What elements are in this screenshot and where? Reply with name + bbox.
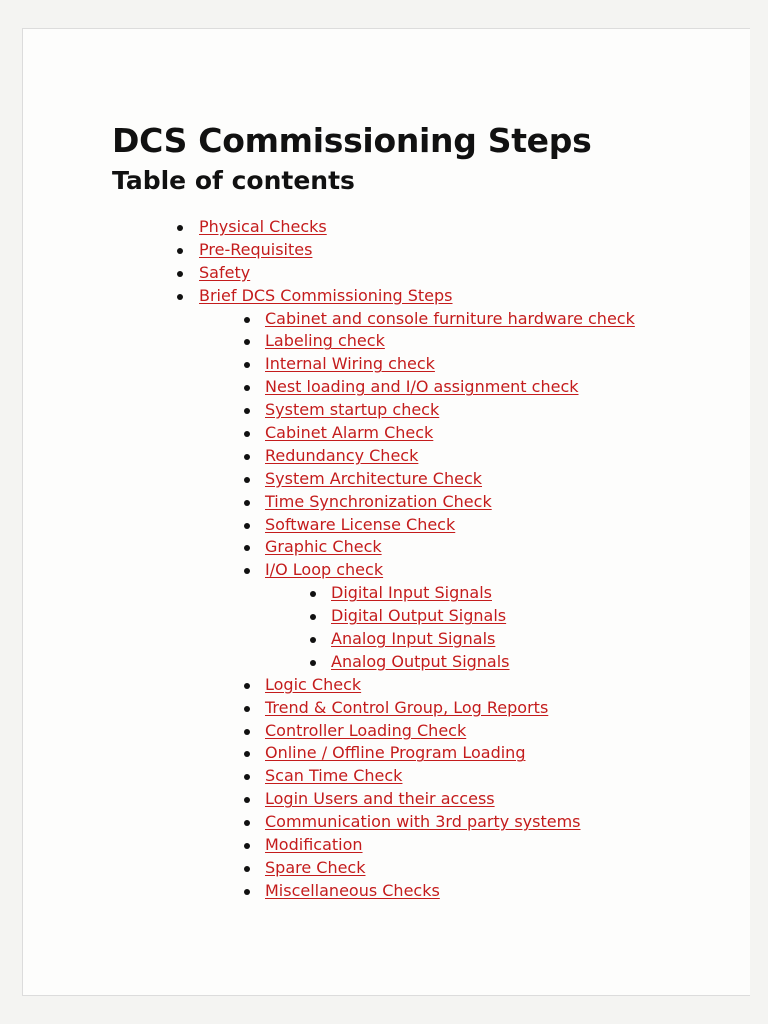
toc-link[interactable]: System Architecture Check: [265, 468, 483, 488]
toc-link[interactable]: Safety: [199, 262, 251, 282]
toc-link[interactable]: Trend & Control Group, Log Reports: [265, 697, 549, 717]
toc-item-cabinet-and-console-furniture-hardware-check: [23, 308, 751, 331]
toc-link[interactable]: Miscellaneous Checks: [265, 880, 440, 900]
bullet-icon: [244, 545, 250, 551]
document-page: [22, 28, 750, 996]
toc-link[interactable]: Digital Output Signals: [331, 606, 507, 626]
toc-link[interactable]: Labeling check: [265, 331, 385, 351]
toc-link[interactable]: Graphic Check: [265, 537, 382, 557]
toc-item-logic-check: [23, 674, 751, 697]
toc-link[interactable]: Scan Time Check: [265, 766, 403, 786]
bullet-icon: [244, 500, 250, 506]
bullet-icon: [244, 408, 250, 414]
toc-link[interactable]: Communication with 3rd party systems: [265, 812, 581, 832]
toc-link[interactable]: Physical Checks: [199, 217, 327, 236]
toc-item-modification: [23, 834, 751, 857]
toc-item-redundancy-check: [23, 445, 751, 468]
toc-link[interactable]: Cabinet and console furniture hardware check: [265, 308, 635, 328]
bullet-icon: [244, 362, 250, 368]
bullet-icon: [177, 294, 183, 300]
bullet-icon: [310, 614, 316, 620]
bullet-icon: [310, 591, 316, 597]
bullet-icon: [244, 774, 250, 780]
toc-link[interactable]: Internal Wiring check: [265, 354, 435, 374]
toc-item-login-users-and-their-access: [23, 788, 751, 811]
toc-item-analog-output-signals: [23, 651, 751, 674]
toc-item-miscellaneous-checks: [23, 880, 751, 903]
bullet-icon: [244, 729, 250, 735]
bullet-icon: [310, 637, 316, 643]
bullet-icon: [244, 797, 250, 803]
bullet-icon: [244, 889, 250, 895]
bullet-icon: [244, 317, 250, 323]
bullet-icon: [244, 454, 250, 460]
bullet-icon: [177, 225, 183, 231]
toc-item-labeling-check: [23, 330, 751, 353]
toc-link[interactable]: I/O Loop check: [265, 560, 384, 580]
bullet-icon: [244, 431, 250, 437]
bullet-icon: [244, 523, 250, 529]
bullet-icon: [244, 751, 250, 757]
toc-link[interactable]: Modification: [265, 835, 363, 855]
toc-link[interactable]: Spare Check: [265, 857, 366, 877]
bullet-icon: [244, 568, 250, 574]
bullet-icon: [244, 339, 250, 345]
bullet-icon: [244, 843, 250, 849]
toc-item-i-o-loop-check: [23, 559, 751, 582]
toc-item-trend-control-group-log-reports: [23, 697, 751, 720]
toc-item-digital-output-signals: [23, 605, 751, 628]
toc-item-physical-checks: [23, 216, 751, 239]
bullet-icon: [177, 248, 183, 254]
toc-item-brief-dcs-commissioning-steps: [23, 285, 751, 308]
toc-item-safety: [23, 262, 751, 285]
bullet-icon: [244, 385, 250, 391]
toc-link[interactable]: Online / Offline Program Loading: [265, 743, 526, 763]
toc-item-online-offline-program-loading: [23, 742, 751, 765]
toc-link[interactable]: System startup check: [265, 400, 440, 420]
toc-item-cabinet-alarm-check: [23, 422, 751, 445]
toc-link[interactable]: Time Synchronization Check: [265, 491, 492, 511]
toc-item-communication-with-3rd-party-systems: [23, 811, 751, 834]
toc-link[interactable]: Analog Input Signals: [331, 629, 496, 649]
bullet-icon: [310, 660, 316, 666]
toc-item-spare-check: [23, 857, 751, 880]
bullet-icon: [244, 683, 250, 689]
toc-item-system-startup-check: [23, 399, 751, 422]
toc-heading: Table of contents: [112, 166, 355, 195]
toc-item-nest-loading-and-i-o-assignment-check: [23, 376, 751, 399]
bullet-icon: [244, 706, 250, 712]
toc-link[interactable]: Cabinet Alarm Check: [265, 423, 434, 443]
toc-link[interactable]: Digital Input Signals: [331, 583, 492, 603]
bullet-icon: [244, 820, 250, 826]
toc-link[interactable]: Controller Loading Check: [265, 720, 467, 740]
bullet-icon: [177, 271, 183, 277]
page-title: DCS Commissioning Steps: [112, 121, 592, 160]
toc-link[interactable]: Login Users and their access: [265, 789, 495, 809]
toc-link[interactable]: Analog Output Signals: [331, 651, 510, 671]
toc-item-system-architecture-check: [23, 468, 751, 491]
bullet-icon: [244, 866, 250, 872]
toc-item-digital-input-signals: [23, 582, 751, 605]
toc-link[interactable]: Nest loading and I/O assignment check: [265, 377, 579, 397]
toc-item-pre-requisites: [23, 239, 751, 262]
bullet-icon: [244, 477, 250, 483]
toc-link[interactable]: Pre-Requisites: [199, 239, 313, 259]
toc-link[interactable]: Brief DCS Commissioning Steps: [199, 285, 453, 305]
toc-item-controller-loading-check: [23, 720, 751, 743]
toc-item-scan-time-check: [23, 765, 751, 788]
toc-item-graphic-check: [23, 536, 751, 559]
toc-item-time-synchronization-check: [23, 491, 751, 514]
toc-link[interactable]: Software License Check: [265, 514, 456, 534]
table-of-contents: [23, 216, 751, 903]
toc-link[interactable]: Redundancy Check: [265, 445, 419, 465]
toc-item-software-license-check: [23, 514, 751, 537]
toc-link[interactable]: Logic Check: [265, 674, 362, 694]
toc-item-analog-input-signals: [23, 628, 751, 651]
toc-item-internal-wiring-check: [23, 353, 751, 376]
